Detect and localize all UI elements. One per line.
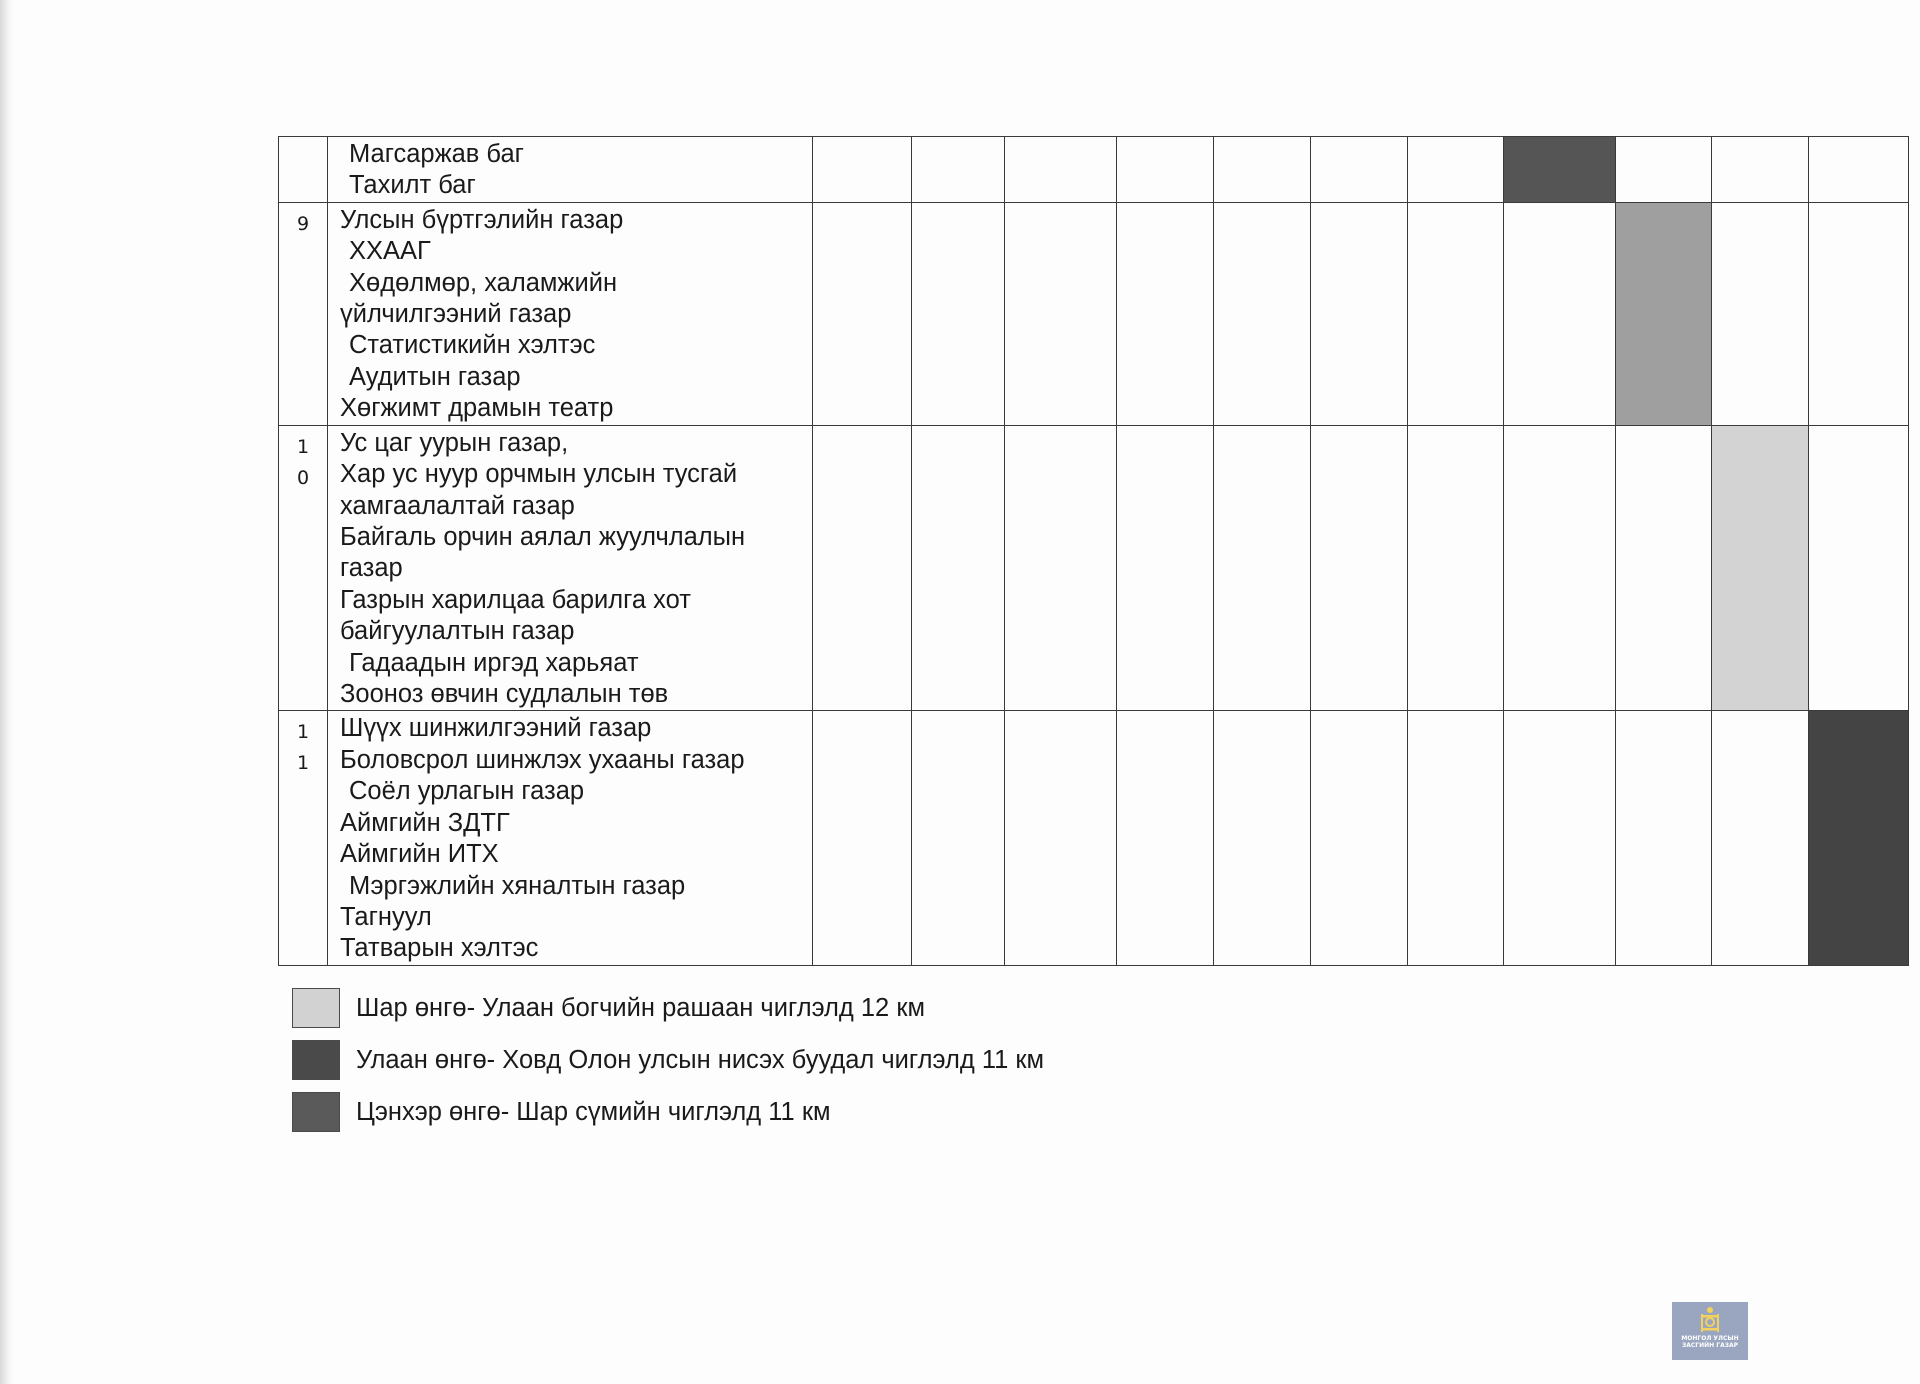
schedule-shaded-cell xyxy=(1809,711,1909,965)
organization-name: ХХААГ xyxy=(349,237,431,266)
schedule-cell xyxy=(1214,202,1311,425)
organization-name: Зооноз өвчин судлалын төв xyxy=(340,680,669,709)
schedule-cell xyxy=(1214,711,1311,965)
schedule-cell xyxy=(1809,137,1909,203)
schedule-cell xyxy=(1408,202,1504,425)
organization-name: Аймгийн ИТХ xyxy=(340,840,499,869)
organization-name: Хар ус нуур орчмын улсын тусгай xyxy=(340,460,738,489)
schedule-cell xyxy=(1117,137,1214,203)
legend-item xyxy=(292,982,1044,1034)
legend-item xyxy=(292,1034,1044,1086)
organizations-cell xyxy=(328,711,813,965)
legend-item xyxy=(292,1086,1044,1138)
organization-name: байгуулалтын газар xyxy=(340,617,575,646)
row-number-cell xyxy=(279,202,328,425)
schedule-table xyxy=(278,136,1909,966)
schedule-cell xyxy=(1311,137,1408,203)
schedule-cell xyxy=(813,425,912,711)
legend-swatch xyxy=(292,1040,340,1080)
schedule-cell xyxy=(1408,425,1504,711)
schedule-cell xyxy=(813,202,912,425)
schedule-cell xyxy=(1311,425,1408,711)
schedule-cell xyxy=(1117,711,1214,965)
schedule-cell xyxy=(1311,202,1408,425)
schedule-cell xyxy=(1005,202,1117,425)
color-legend xyxy=(292,982,1044,1138)
legend-label: Шар өнгө- Улаан богчийн рашаан чиглэлд 12 км xyxy=(356,993,926,1022)
schedule-shaded-cell xyxy=(1504,137,1616,203)
organization-name: Мэргэжлийн хяналтын газар xyxy=(349,871,686,900)
schedule-shaded-cell xyxy=(1712,425,1809,711)
schedule-cell xyxy=(912,202,1005,425)
legend-swatch xyxy=(292,988,340,1028)
schedule-table-body xyxy=(279,137,1909,966)
schedule-cell xyxy=(1117,425,1214,711)
organization-name: газар xyxy=(340,554,403,583)
row-number-cell xyxy=(279,425,328,711)
schedule-cell xyxy=(1616,425,1712,711)
emblem-text: МОНГОЛ УЛСЫН ЗАСГИЙН ГАЗАР xyxy=(1681,1335,1739,1349)
organization-name: Хөдөлмөр, халамжийн xyxy=(349,268,618,297)
organizations-cell xyxy=(328,202,813,425)
organization-name: Ус цаг уурын газар, xyxy=(340,428,569,457)
schedule-cell xyxy=(1809,202,1909,425)
schedule-cell xyxy=(1005,137,1117,203)
schedule-cell xyxy=(1712,137,1809,203)
schedule-cell xyxy=(1408,137,1504,203)
organization-name: үйлчилгээний газар xyxy=(340,300,572,329)
legend-label: Цэнхэр өнгө- Шар сүмийн чиглэлд 11 км xyxy=(356,1097,831,1126)
schedule-cell xyxy=(1616,137,1712,203)
organization-name: Улсын бүртгэлийн газар xyxy=(340,205,624,234)
schedule-cell xyxy=(912,137,1005,203)
schedule-cell xyxy=(1712,202,1809,425)
schedule-cell xyxy=(813,137,912,203)
organization-name: Аймгийн ЗДТГ xyxy=(340,808,510,837)
schedule-cell xyxy=(1408,711,1504,965)
organization-name: Тагнуул xyxy=(340,902,432,931)
schedule-cell xyxy=(1214,425,1311,711)
table-row xyxy=(279,425,1909,711)
legend-label: Улаан өнгө- Ховд Олон улсын нисэх буудал чиглэлд 11 км xyxy=(356,1045,1045,1074)
schedule-cell xyxy=(912,711,1005,965)
schedule-cell xyxy=(1504,425,1616,711)
organizations-cell xyxy=(328,425,813,711)
government-emblem-logo xyxy=(1672,1302,1748,1360)
organization-name: Тахилт баг xyxy=(349,171,476,200)
schedule-cell xyxy=(1616,711,1712,965)
schedule-cell xyxy=(813,711,912,965)
organization-name: Газрын харилцаа барилга хот xyxy=(340,585,691,614)
row-number: 9 xyxy=(296,212,310,235)
organization-name: хамгаалалтай газар xyxy=(340,491,575,520)
organization-name: Аудитын газар xyxy=(349,362,521,391)
organization-name: Соёл урлагын газар xyxy=(349,777,585,806)
schedule-cell xyxy=(1504,711,1616,965)
table-row xyxy=(279,137,1909,203)
row-number: 1 xyxy=(296,752,310,775)
schedule-cell xyxy=(1005,711,1117,965)
organization-name: Шүүх шинжилгээний газар xyxy=(340,714,652,743)
legend-swatch xyxy=(292,1092,340,1132)
schedule-shaded-cell xyxy=(1616,202,1712,425)
scan-page-edge xyxy=(0,0,14,1384)
organization-name: Хөгжимт драмын театр xyxy=(340,394,614,423)
schedule-cell xyxy=(1117,202,1214,425)
table-row xyxy=(279,711,1909,965)
table-row xyxy=(279,202,1909,425)
schedule-cell xyxy=(1504,202,1616,425)
organization-name: Статистикийн хэлтэс xyxy=(349,331,596,360)
schedule-cell xyxy=(912,425,1005,711)
organization-name: Боловсрол шинжлэх ухааны газар xyxy=(340,745,745,774)
organization-name: Байгаль орчин аялал жуулчлалын xyxy=(340,523,746,552)
schedule-cell xyxy=(1712,711,1809,965)
schedule-cell xyxy=(1311,711,1408,965)
row-number: 1 xyxy=(296,721,310,744)
soyombo-icon xyxy=(1701,1306,1719,1334)
schedule-cell xyxy=(1809,425,1909,711)
row-number-cell xyxy=(279,137,328,203)
row-number: 0 xyxy=(296,466,310,489)
row-number-cell xyxy=(279,711,328,965)
schedule-cell xyxy=(1214,137,1311,203)
organization-name: Татварын хэлтэс xyxy=(340,934,539,963)
organization-name: Гадаадын иргэд харьяат xyxy=(349,648,639,677)
organizations-cell xyxy=(328,137,813,203)
row-number: 1 xyxy=(296,435,310,458)
organization-name: Магсаржав баг xyxy=(349,140,524,168)
schedule-cell xyxy=(1005,425,1117,711)
